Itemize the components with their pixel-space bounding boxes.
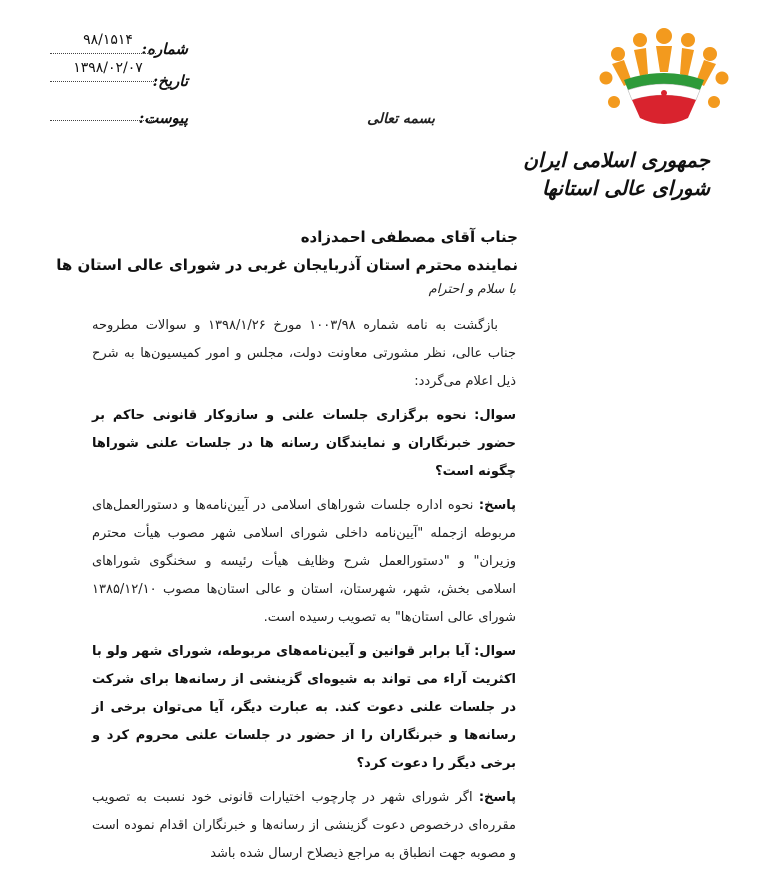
number-label: شماره: [141,40,188,58]
attachment-label: پیوست: [138,109,188,127]
date-label: تاریخ: [152,72,188,90]
question-text: نحوه برگزاری جلسات علنی و سازوکار قانونی حاکم بر حضور خبرنگاران و نمایندگان رسانه ها در جلسات علنی شوراها چگونه است؟ [92,408,516,479]
letter-body [92,312,516,874]
greeting: با سلام و احترام [428,282,516,297]
letter-date: ۱۳۹۸/۰۲/۰۷ [73,60,143,76]
number-dotted-line [50,53,156,54]
question-2 [92,638,516,778]
question-text: آیا برابر قوانین و آیین‌نامه‌های مربوطه، شورای شهر ولو با اکثریت آراء می تواند به شیوه‌ای گزینشی از رسانه‌ها برای شرکت در جلسات علنی دعوت کند. به عبارت دیگر، آیا می‌توان برخی از رسانه‌ها و خبرنگاران را از حضور در جلسات علنی محروم کرد و برخی دیگر را دعوت کرد؟ [92,644,516,771]
addressee-title: نماینده محترم استان آذربایجان غربی در شورای عالی استان ها [56,256,518,274]
addressee-name: جناب آقای مصطفی احمدزاده [300,228,518,246]
date-dotted-line [50,81,156,82]
basmala: بسمه تعالی [367,111,435,127]
attachment-dotted-line [50,120,156,121]
org-country-name: جمهوری اسلامی ایران [523,148,710,172]
question-1 [92,402,516,486]
answer-label: پاسخ: [478,498,516,513]
answer-2 [92,784,516,868]
question-label: سوال: [474,644,516,659]
answer-text: نحوه اداره جلسات شوراهای اسلامی در آیین‌نامه‌ها و دستورالعمل‌های مربوطه ازجمله "آیین‌نامه داخلی شورای اسلامی شهر مصوب هیأت محترم وزیران" و "دستورالعمل شرح وظایف هیأت رئیسه و سخنگوی شوراهای اسلامی بخش، شهر، شهرستان، استان و عالی استان‌ها مصوب ۱۳۸۵/۱۲/۱۰ شورای عالی استان‌ها" به تصویب رسیده است. [92,498,516,625]
answer-label: پاسخ: [478,790,516,805]
question-label: سوال: [474,408,516,423]
org-council-name: شورای عالی استانها [542,176,710,200]
answer-text: اگر شورای شهر در چارچوب اختیارات قانونی خود نسبت به تصویب مقرره‌ای درخصوص دعوت گزینشی از رسانه‌ها و خبرنگاران اقدام نموده است و مصوبه جهت انطباق به مراجع ذیصلاح ارسال شده باشد [92,790,516,861]
intro-paragraph: بازگشت به نامه شماره ۱۰۰۳/۹۸ مورخ ۱۳۹۸/۱/۲۶ و سوالات مطروحه جناب عالی، نظر مشورتی معاونت دولت، مجلس و امور کمیسیون‌ها به شرح ذیل اعلام می‌گردد: [92,318,516,389]
council-logo-icon [596,26,732,136]
answer-1 [92,492,516,632]
letter-number: ۹۸/۱۵۱۴ [83,32,133,48]
